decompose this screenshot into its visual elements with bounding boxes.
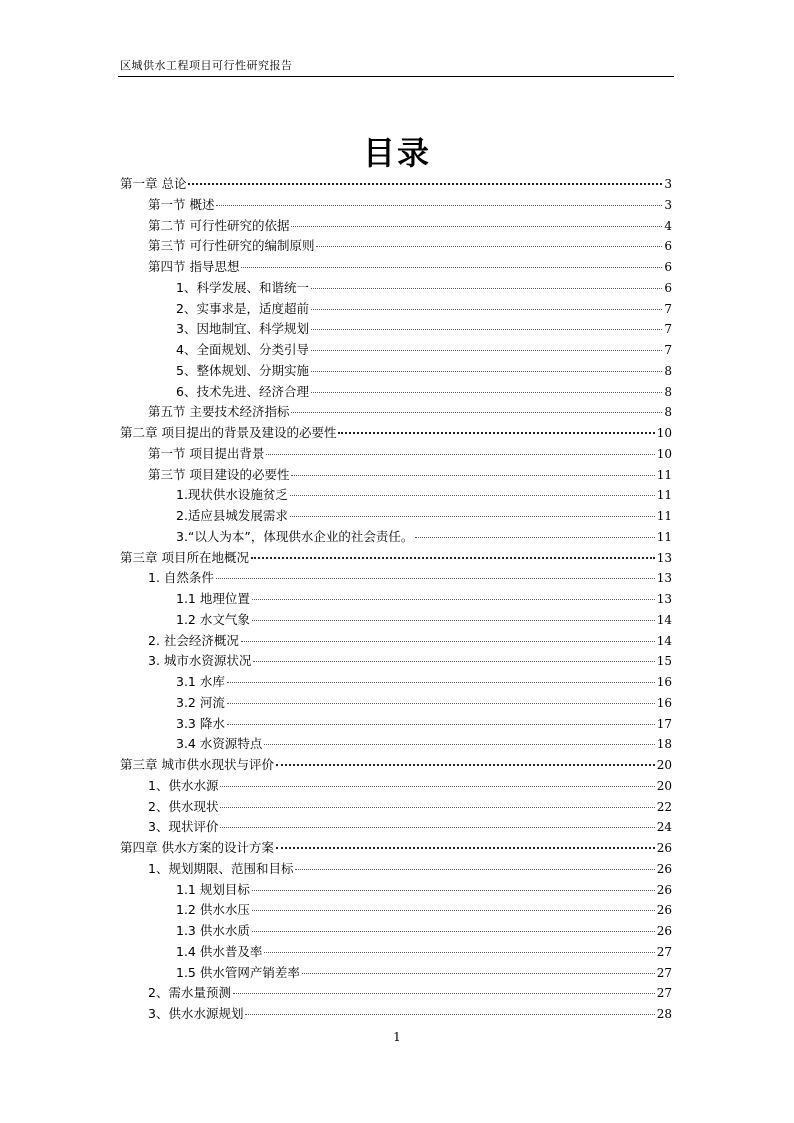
dot-leader [252, 890, 655, 891]
dot-leader [245, 1014, 654, 1015]
toc-entry-title: 3.4 水资源特点 [176, 736, 263, 752]
toc-entry-title: 3、因地制宜、科学规划 [176, 321, 309, 337]
toc-entry-title: 第三章 项目所在地概况 [120, 549, 249, 565]
toc-entry[interactable] [120, 963, 672, 984]
dot-leader [220, 786, 654, 787]
toc-entry-page: 11 [656, 509, 672, 523]
toc-entry-page: 13 [656, 592, 672, 606]
toc-entry-title: 2、需水量预测 [148, 985, 231, 1001]
dot-leader [253, 661, 654, 662]
toc-entry-page: 8 [664, 405, 672, 420]
toc-entry[interactable] [120, 174, 672, 195]
toc-entry[interactable] [120, 672, 672, 693]
toc-entry[interactable] [120, 444, 672, 465]
toc-entry-page: 10 [656, 446, 672, 461]
dot-leader [216, 205, 662, 206]
toc-entry[interactable] [120, 257, 672, 278]
toc-entry[interactable] [120, 485, 672, 506]
toc-entry-title: 第四节 指导思想 [148, 259, 240, 274]
toc-entry[interactable] [120, 797, 672, 818]
toc-entry[interactable] [120, 610, 672, 631]
toc-entry-page: 14 [656, 612, 672, 627]
dot-leader [252, 599, 655, 600]
toc-entry-title: 2. 社会经济概况 [148, 632, 239, 648]
toc-entry-page: 15 [656, 654, 672, 669]
toc-entry-title: 第一节 概述 [148, 196, 215, 212]
dot-leader [241, 267, 662, 268]
dot-leader [251, 557, 655, 559]
toc-entry[interactable] [120, 548, 672, 569]
toc-entry-title: 6、技术先进、经济合理 [176, 383, 309, 399]
toc-entry[interactable] [120, 319, 672, 340]
toc-entry-page: 27 [656, 944, 672, 959]
toc-entry-title: 第五节 主要技术经济指标 [148, 404, 290, 420]
toc-entry-page: 16 [656, 695, 672, 710]
dot-leader [227, 682, 655, 683]
dot-leader [227, 703, 655, 704]
dot-leader [220, 807, 654, 808]
toc-entry-page: 26 [656, 903, 672, 918]
toc-entry[interactable] [120, 983, 672, 1004]
toc-entry-page: 27 [656, 965, 672, 980]
dot-leader [290, 516, 655, 517]
dot-leader [311, 350, 662, 351]
dot-leader [415, 537, 654, 538]
dot-leader [220, 827, 654, 828]
toc-entry[interactable] [120, 278, 672, 299]
toc-entry-title: 1.4 供水普及率 [176, 943, 263, 959]
toc-entry-title: 2.适应县城发展需求 [176, 508, 288, 523]
toc-entry[interactable] [120, 755, 672, 776]
page-title: 目录 [362, 134, 431, 172]
dot-leader [291, 226, 662, 227]
toc-entry-page: 6 [664, 260, 672, 274]
toc-entry-title: 第一节 项目提出背景 [148, 445, 265, 461]
toc-entry-page: 18 [656, 737, 672, 752]
toc-entry-title: 1.现状供水设施贫乏 [176, 487, 288, 503]
toc-entry[interactable] [120, 693, 672, 714]
toc-entry[interactable] [120, 195, 672, 216]
toc-entry-page: 8 [664, 384, 672, 399]
dot-leader [266, 454, 654, 455]
toc-entry-page: 6 [664, 280, 672, 295]
toc-entry-page: 27 [656, 986, 672, 1001]
toc-entry[interactable] [120, 631, 672, 652]
toc-entry-page: 4 [664, 218, 672, 233]
toc-entry-page: 7 [664, 322, 672, 337]
dot-leader [311, 392, 662, 393]
dot-leader [276, 764, 655, 766]
dot-leader [290, 495, 655, 496]
dot-leader [252, 910, 655, 911]
toc-entry-title: 第三节 项目建设的必要性 [148, 466, 290, 482]
dot-leader [291, 475, 654, 476]
toc-entry[interactable] [120, 1004, 672, 1025]
toc-entry-page: 11 [656, 467, 672, 482]
toc-entry-title: 第一章 总论 [120, 176, 187, 191]
toc-entry-page: 26 [656, 882, 672, 897]
toc-entry-page: 7 [664, 301, 672, 316]
page-number: 1 [393, 1030, 401, 1044]
toc-entry-page: 26 [656, 924, 672, 938]
toc-entry-page: 11 [656, 529, 672, 544]
toc-entry-title: 1.5 供水管网产销差率 [176, 964, 300, 980]
toc-entry-page: 7 [664, 343, 672, 357]
toc-entry-page: 6 [664, 239, 672, 254]
toc-entry[interactable] [120, 568, 672, 589]
toc-entry-title: 1.1 规划目标 [176, 881, 250, 897]
toc-entry[interactable] [120, 402, 672, 423]
toc-entry[interactable] [120, 921, 672, 942]
dot-leader [295, 869, 654, 870]
toc-entry-title: 1、供水水源 [148, 777, 219, 793]
toc-entry[interactable] [120, 776, 672, 797]
toc-entry[interactable] [120, 236, 672, 257]
table-of-contents [120, 174, 672, 1025]
toc-entry[interactable] [120, 216, 672, 237]
toc-entry-title: 3.1 水库 [176, 674, 225, 689]
toc-entry-page: 13 [656, 550, 672, 565]
toc-entry[interactable] [120, 423, 672, 444]
toc-entry[interactable] [120, 382, 672, 403]
toc-entry-title: 3.2 河流 [176, 694, 225, 710]
toc-entry[interactable] [120, 714, 672, 735]
toc-entry-page: 13 [656, 571, 672, 586]
toc-entry[interactable] [120, 817, 672, 838]
dot-leader [227, 724, 655, 725]
toc-entry-title: 3、供水水源规划 [148, 1006, 244, 1021]
dot-leader [252, 620, 655, 621]
toc-entry-page: 14 [656, 633, 672, 648]
dot-leader [311, 309, 662, 310]
dot-leader [188, 183, 662, 185]
dot-leader [338, 432, 654, 434]
toc-entry-title: 2、供水现状 [148, 798, 219, 814]
toc-entry[interactable] [120, 734, 672, 755]
toc-entry-page: 24 [656, 820, 672, 835]
toc-entry-title: 4、全面规划、分类引导 [176, 342, 309, 357]
dot-leader [264, 952, 654, 953]
toc-entry-title: 3.“以人为本”，体现供水企业的社会责任。 [176, 528, 414, 544]
toc-entry-page: 17 [656, 716, 672, 731]
toc-entry-title: 1.2 水文气象 [176, 611, 250, 627]
dot-leader [216, 578, 655, 579]
toc-entry[interactable] [120, 527, 672, 548]
toc-entry-title: 1.2 供水水压 [176, 902, 250, 918]
toc-entry-page: 26 [656, 841, 672, 855]
toc-entry-page: 20 [656, 778, 672, 793]
dot-leader [252, 931, 655, 932]
toc-entry-page: 22 [656, 799, 672, 814]
toc-entry-title: 1. 自然条件 [148, 570, 214, 586]
toc-entry-page: 11 [656, 488, 672, 503]
toc-entry[interactable] [120, 340, 672, 361]
toc-entry-title: 1、规划期限、范围和目标 [148, 860, 294, 876]
dot-leader [264, 744, 654, 745]
dot-leader [311, 329, 662, 330]
toc-entry-title: 3.3 降水 [176, 715, 225, 731]
toc-entry-title: 3. 城市水资源状况 [148, 653, 252, 669]
toc-entry[interactable] [120, 880, 672, 901]
dot-leader [233, 993, 655, 994]
toc-entry[interactable] [120, 942, 672, 963]
dot-leader [311, 371, 662, 372]
toc-entry-title: 第二章 项目提出的背景及建设的必要性 [120, 425, 337, 440]
toc-entry-title: 3、现状评价 [148, 819, 219, 835]
dot-leader [291, 412, 662, 413]
toc-entry[interactable] [120, 651, 672, 672]
dot-leader [302, 973, 655, 974]
toc-entry-title: 第四章 供水方案的设计方案 [120, 840, 274, 855]
toc-entry-page: 26 [656, 861, 672, 876]
toc-entry-page: 20 [656, 758, 672, 772]
header-rule [118, 76, 674, 77]
toc-entry[interactable] [120, 465, 672, 486]
toc-entry-title: 第二节 可行性研究的依据 [148, 217, 290, 233]
toc-entry-title: 1.3 供水水质 [176, 923, 250, 938]
toc-entry-page: 10 [656, 426, 672, 440]
toc-entry-title: 第三章 城市供水现状与评价 [120, 757, 274, 772]
dot-leader [316, 246, 662, 247]
toc-entry-title: 5、整体规划、分期实施 [176, 362, 309, 378]
toc-entry-title: 第三节 可行性研究的编制原则 [148, 238, 315, 254]
toc-entry-title: 2、实事求是，适度超前 [176, 300, 309, 316]
toc-entry[interactable] [120, 589, 672, 610]
toc-entry-page: 8 [664, 363, 672, 378]
toc-entry[interactable] [120, 299, 672, 320]
toc-entry-page: 28 [656, 1007, 672, 1021]
toc-entry[interactable] [120, 361, 672, 382]
toc-entry-page: 3 [664, 177, 672, 191]
toc-entry-title: 1.1 地理位置 [176, 591, 250, 606]
dot-leader [241, 641, 655, 642]
dot-leader [311, 288, 662, 289]
toc-entry-page: 16 [656, 675, 672, 689]
toc-entry-page: 3 [664, 197, 672, 212]
toc-entry[interactable] [120, 838, 672, 859]
toc-entry[interactable] [120, 900, 672, 921]
toc-entry[interactable] [120, 859, 672, 880]
toc-entry[interactable] [120, 506, 672, 527]
dot-leader [276, 847, 655, 849]
toc-entry-title: 1、科学发展、和谐统一 [176, 279, 309, 295]
running-header: 区城供水工程项目可行性研究报告 [120, 59, 293, 72]
